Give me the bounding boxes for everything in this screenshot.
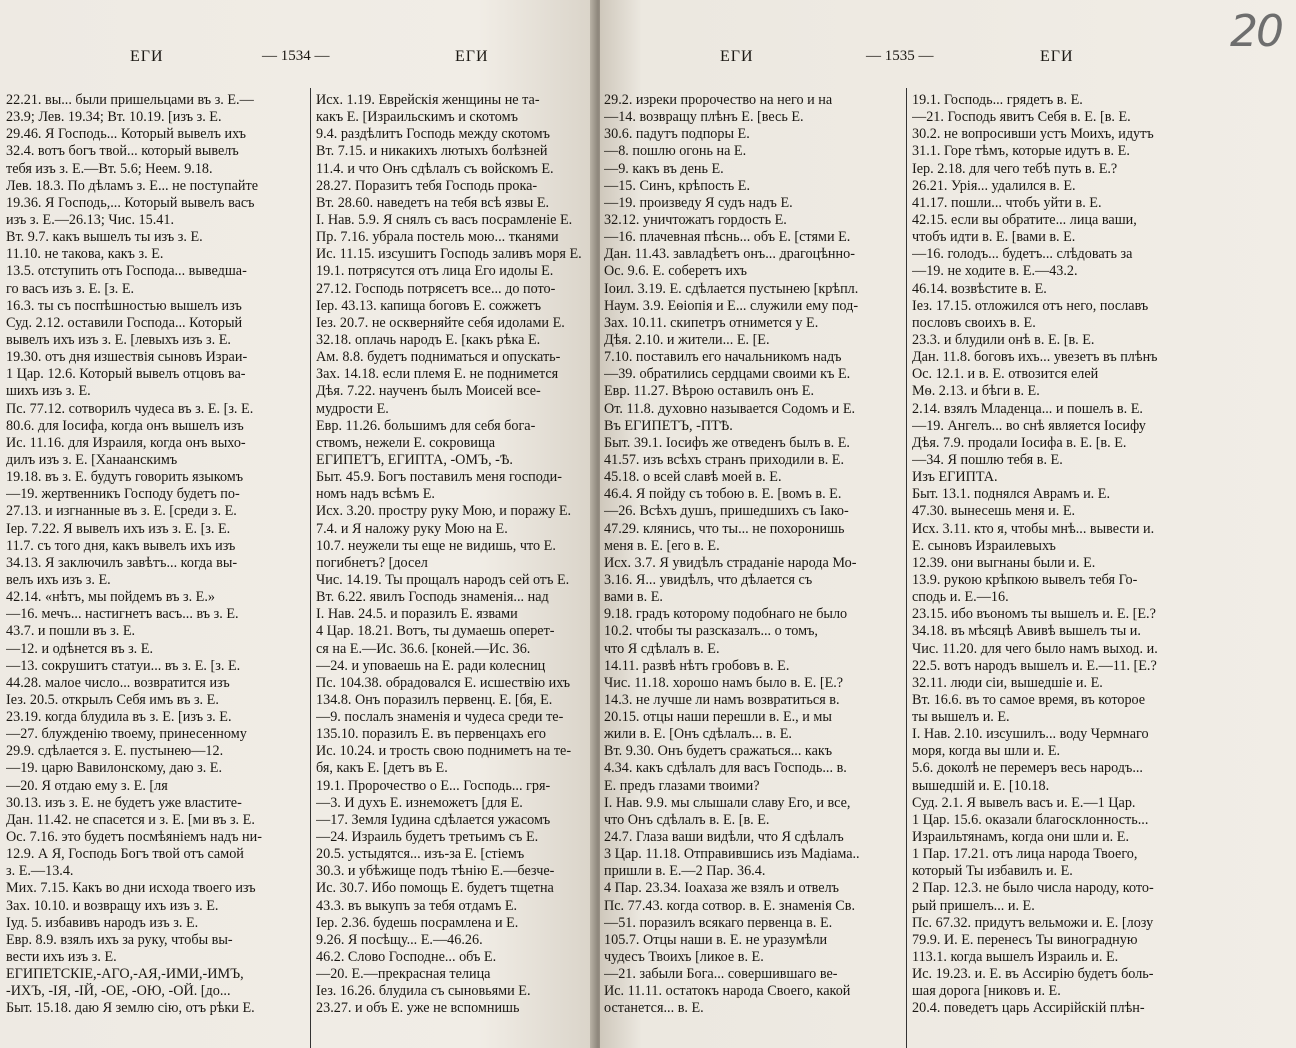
entry-line: —26. Всѣхъ душъ, пришедшихъ съ Іако- — [604, 503, 849, 520]
entry-line: —20. Я отдаю ему з. Е. [ля — [6, 777, 168, 794]
entry-line: ся на Е.—Ис. 36.6. [коней.—Ис. 36. — [316, 640, 531, 657]
left-header-right: ЕГИ — [455, 48, 489, 65]
entry-line: 44.28. малое число... возвратится изъ — [6, 674, 230, 691]
entry-line: 113.1. когда вышелъ Израиль и. Е. — [912, 949, 1119, 966]
entry-line: 20.4. поведетъ царь Ассирійскій плѣн- — [912, 1000, 1145, 1017]
entry-line: 46.4. Я пойду съ тобою в. Е. [вомъ в. Е. — [604, 486, 842, 503]
entry-line: Е. сыновъ Израилевыхъ — [912, 537, 1056, 554]
entry-line: Ос. 7.16. это будетъ посмѣяніемъ надъ ни- — [6, 829, 262, 846]
entry-line: 9.26. Я посѣщу... Е.—46.26. — [316, 931, 483, 948]
entry-line: 9.4. раздѣлитъ Господь между скотомъ — [316, 126, 550, 143]
entry-line: моря, когда вы шли и. Е. — [912, 743, 1061, 760]
entry-line: Ос. 12.1. и в. Е. отвозится елей — [912, 366, 1099, 383]
entry-line: Ис. 11.16. для Израиля, когда онъ выхо- — [6, 434, 246, 451]
entry-line: Израильтянамъ, когда они шли и. Е. — [912, 829, 1129, 846]
entry-line: Суд. 2.12. оставили Господа... Который — [6, 314, 243, 331]
entry-line: Дѣя. 2.10. и жители... Е. [Е. — [604, 331, 770, 348]
right-page-number: — 1535 — — [866, 48, 934, 64]
entry-line: Дѣя. 7.9. продали Іосифа в. Е. [в. Е. — [912, 434, 1127, 451]
entry-line: Быт. 39.1. Іосифъ же отведенъ былъ в. Е. — [604, 434, 850, 451]
entry-line: Дан. 11.42. не спасется и з. Е. [ми въ з. Е. — [6, 811, 255, 828]
entry-line: чтобъ идти в. Е. [вами в. Е. — [912, 229, 1076, 246]
entry-line: —19. жертвенникъ Господу будетъ по- — [6, 486, 240, 503]
entry-line: 23.15. ибо въономъ ты вышелъ и. Е. [Е.? — [912, 606, 1156, 623]
entry-line: —51. поразилъ всякаго первенца в. Е. — [604, 914, 833, 931]
right-column-2 — [912, 92, 1208, 1018]
entry-line: бя, какъ Е. [детъ въ Е. — [316, 760, 448, 777]
entry-line: 32.12. уничтожатъ гордость Е. — [604, 211, 787, 228]
entry-line: 42.14. «нѣтъ, мы пойдемъ въ з. Е.» — [6, 589, 215, 606]
entry-line: —19. Ангелъ... во снѣ является Іосифу — [912, 417, 1146, 434]
entry-line: 32.18. оплачь народъ Е. [какъ рѣка Е. — [316, 331, 541, 348]
entry-line: —16. плачевная пѣснь... объ Е. [стями Е. — [604, 229, 851, 246]
entry-line: ЕГИПЕТСКІЕ,-АГО,-АЯ,-ИМИ,-ИМЪ, — [6, 966, 244, 983]
right-column-divider — [906, 88, 907, 1048]
entry-line: —20. Е.—прекрасная телица — [316, 966, 491, 983]
entry-line: —15. Синъ, крѣпость Е. — [604, 177, 751, 194]
entry-line: Быт. 13.1. поднялся Аврамъ и. Е. — [912, 486, 1110, 503]
entry-line: дилъ изъ з. Е. [Ханаанскимъ — [6, 451, 178, 468]
entry-line: 29.9. сдѣлается з. Е. пустынею—12. — [6, 743, 224, 760]
entry-line: —16. голодъ... будетъ... слѣдовать за — [912, 246, 1133, 263]
entry-line: 22.5. вотъ народъ вышелъ и. Е.—11. [Е.? — [912, 657, 1157, 674]
left-page — [0, 0, 598, 1048]
entry-line: ты вышелъ и. Е. — [912, 709, 1010, 726]
entry-line: 19.30. отъ дня изшествія сыновъ Израи- — [6, 349, 248, 366]
entry-line: Мих. 7.15. Какъ во дни исхода твоего изъ — [6, 880, 256, 897]
entry-line: Іез. 20.5. открылъ Себя имъ въ з. Е. — [6, 691, 219, 708]
entry-line: 19.1. Господь... грядетъ в. Е. — [912, 92, 1083, 108]
entry-line: —8. пошлю огонь на Е. — [604, 143, 747, 160]
entry-line: Исх. 3.7. Я увидѣлъ страданіе народа Мо- — [604, 554, 857, 571]
left-column-2 — [316, 92, 590, 1018]
entry-line: 23.3. и блудили онѣ в. Е. [в. Е. — [912, 331, 1095, 348]
entry-line: 2.14. взялъ Младенца... и пошелъ в. Е. — [912, 400, 1143, 417]
entry-line: 23.9; Лев. 19.34; Вт. 10.19. [изъ з. Е. — [6, 109, 222, 126]
entry-line: номъ надъ всѣмъ Е. — [316, 486, 435, 503]
entry-line: 30.6. падутъ подпоры Е. — [604, 126, 750, 143]
entry-line: -ИХЪ, -ІЯ, -ІЙ, -ОЕ, -ОЮ, -ОЙ. [до... — [6, 983, 231, 1000]
entry-line: 11.4. и что Онъ сдѣлалъ съ войскомъ Е. — [316, 160, 554, 177]
entry-line: 19.1. потрясутся отъ лица Его идолы Е. — [316, 263, 554, 280]
entry-line: І. Нав. 5.9. Я снялъ съ васъ посрамленіе Е. — [316, 211, 573, 228]
entry-line: І. Нав. 24.5. и поразилъ Е. язвами — [316, 606, 518, 623]
entry-line: меня в. Е. [его в. Е. — [604, 537, 720, 554]
entry-line: —34. Я пошлю тебя в. Е. — [912, 451, 1063, 468]
entry-line: Зах. 10.11. скипетръ отнимется у Е. — [604, 314, 819, 331]
entry-line: Вт. 9.7. какъ вышелъ ты изъ з. Е. — [6, 229, 203, 246]
left-column-1 — [6, 92, 306, 1018]
entry-line: —13. сокрушитъ статуи... въ з. Е. [з. Е. — [6, 657, 241, 674]
entry-line: 1 Пар. 17.21. отъ лица народа Твоего, — [912, 846, 1138, 863]
entry-line: 27.13. и изгнанные въ з. Е. [среди з. Е. — [6, 503, 237, 520]
entry-line: Въ ЕГИПЕТЪ, -ПТѢ. — [604, 417, 733, 434]
entry-line: 24.7. Глаза ваши видѣли, что Я сдѣлалъ — [604, 829, 844, 846]
entry-line: Іер. 2.36. будешь посрамлена и Е. — [316, 914, 519, 931]
entry-line: го васъ изъ з. Е. [з. Е. — [6, 280, 135, 297]
entry-line: Евр. 8.9. взялъ ихъ за руку, чтобы вы- — [6, 931, 233, 948]
entry-line: Ос. 9.6. Е. соберетъ ихъ — [604, 263, 747, 280]
entry-line: пришли в. Е.—2 Пар. 36.4. — [604, 863, 766, 880]
entry-line: 43.7. и пошли въ з. Е. — [6, 623, 136, 640]
entry-line: 46.14. возвѣстите в. Е. — [912, 280, 1047, 297]
entry-line: жили в. Е. [Онъ сдѣлалъ... в. Е. — [604, 726, 792, 743]
entry-line: ЕГИПЕТЪ, ЕГИПТА, -ОМЪ, -Ѣ. — [316, 451, 513, 468]
entry-line: Іер. 7.22. Я вывелъ ихъ изъ з. Е. [з. Е. — [6, 520, 231, 537]
entry-line: 31.1. Горе тѣмъ, которые идутъ в. Е. — [912, 143, 1130, 160]
entry-line: 20.15. отцы наши перешли в. Е., и мы — [604, 709, 832, 726]
entry-line: 19.36. Я Господь,... Который вывелъ васъ — [6, 194, 255, 211]
entry-line: что Онъ сдѣлалъ в. Е. [в. Е. — [604, 811, 770, 828]
entry-line: Дан. 11.43. завладѣетъ онъ... драгоцѣнно- — [604, 246, 855, 263]
entry-line: 4 Цар. 18.21. Вотъ, ты думаешь оперет- — [316, 623, 555, 640]
entry-line: 11.10. не такова, какъ з. Е. — [6, 246, 164, 263]
entry-line: Ис. 19.23. и. Е. въ Ассирію будетъ боль- — [912, 966, 1154, 983]
entry-line: —19. произведу Я судъ надъ Е. — [604, 194, 793, 211]
entry-line: 19.18. въ з. Е. будутъ говорить языкомъ — [6, 469, 244, 486]
entry-line: 7.10. поставилъ его начальникомъ надъ — [604, 349, 842, 366]
entry-line: —21. забыли Бога... совершившаго ве- — [604, 966, 838, 983]
right-column-1 — [604, 92, 902, 1018]
entry-line: От. 11.8. духовно называется Содомъ и Е. — [604, 400, 856, 417]
entry-line: 11.7. съ того дня, какъ вывелъ ихъ изъ — [6, 537, 236, 554]
entry-line: Дан. 11.8. боговъ ихъ... увезетъ въ плѣнъ — [912, 349, 1158, 366]
entry-line: 27.12. Господь потрясетъ все... до пото- — [316, 280, 556, 297]
entry-line: Іуд. 5. избавивъ народъ изъ з. Е. — [6, 914, 199, 931]
entry-line: 32.4. вотъ богъ твой... который вывелъ — [6, 143, 239, 160]
entry-line: Чис. 11.18. хорошо намъ было в. Е. [Е.? — [604, 674, 844, 691]
entry-line: —16. мечъ... настигнетъ васъ... въ з. Е. — [6, 606, 239, 623]
left-page-number: — 1534 — — [262, 48, 330, 64]
entry-line: Ис. 10.24. и трость свою подниметъ на те- — [316, 743, 572, 760]
entry-line: 28.27. Поразитъ тебя Господь прока- — [316, 177, 538, 194]
entry-line: 23.27. и объ Е. уже не вспомнишь — [316, 1000, 520, 1017]
entry-line: 47.29. клянись, что ты... не похоронишь — [604, 520, 845, 537]
entry-line: Исх. 3.11. кто я, чтобы мнѣ... вывести и. — [912, 520, 1155, 537]
entry-line: Исх. 3.20. простру руку Мою, и поражу Е. — [316, 503, 572, 520]
entry-line: —3. И духъ Е. изнеможетъ [для Е. — [316, 794, 523, 811]
entry-line: 9.18. градъ которому подобнаго не было — [604, 606, 848, 623]
entry-line: Пс. 77.12. сотворилъ чудеса въ з. Е. [з. Е. — [6, 400, 254, 417]
entry-line: 13.9. рукою крѣпкою вывелъ тебя Го- — [912, 571, 1138, 588]
entry-line: Лев. 18.3. По дѣламъ з. Е... не поступайте — [6, 177, 258, 194]
entry-line: 13.5. отступить отъ Господа... выведша- — [6, 263, 247, 280]
entry-line: —9. какъ въ день Е. — [604, 160, 724, 177]
entry-line: 12.9. А Я, Господь Богъ твой отъ самой — [6, 846, 244, 863]
entry-line: 29.2. изреки пророчество на него и на — [604, 92, 833, 108]
entry-line: —19. не ходите в. Е.—43.2. — [912, 263, 1078, 280]
entry-line: чудесъ Твоихъ [ликое в. Е. — [604, 949, 764, 966]
entry-line: который Ты избавилъ и. Е. — [912, 863, 1073, 880]
entry-line: Вт. 7.15. и никакихъ лютыхъ болѣзней — [316, 143, 548, 160]
entry-line: 10.2. чтобы ты разсказалъ... о томъ, — [604, 623, 818, 640]
left-column-divider — [310, 88, 311, 1048]
entry-line: —24. и уповаешь на Е. ради колесниц — [316, 657, 546, 674]
entry-line: Изъ ЕГИПТА. — [912, 469, 998, 486]
entry-line: Вт. 9.30. Онъ будетъ сражаться... какъ — [604, 743, 833, 760]
entry-line: з. Е.—13.4. — [6, 863, 74, 880]
entry-line: 1 Цар. 15.6. оказали благосклонность... — [912, 811, 1149, 828]
entry-line: Іоил. 3.19. Е. сдѣлается пустынею [крѣпл. — [604, 280, 859, 297]
entry-line: изъ з. Е.—26.13; Чис. 15.41. — [6, 211, 175, 228]
entry-line: сподь и. Е.—16. — [912, 589, 1009, 606]
entry-line: Наум. 3.9. Еѳіопія и Е... служили ему под- — [604, 297, 859, 314]
entry-line: 30.13. изъ з. Е. не будетъ уже властите- — [6, 794, 242, 811]
entry-line: 1 Цар. 12.6. Который вывелъ отцовъ ва- — [6, 366, 246, 383]
entry-line: Пс. 77.43. когда сотвор. в. Е. знаменія Св. — [604, 897, 856, 914]
entry-line: 3.16. Я... увидѣлъ, что дѣлается съ — [604, 571, 813, 588]
entry-line: Іез. 16.26. блудила съ сыновьями Е. — [316, 983, 531, 1000]
entry-line: Чис. 14.19. Ты прощалъ народъ сей отъ Е. — [316, 571, 570, 588]
entry-line: Быт. 45.9. Богъ поставилъ меня господи- — [316, 469, 562, 486]
entry-line: —17. Земля Іудина сдѣлается ужасомъ — [316, 811, 551, 828]
entry-line: рый пришелъ... и. Е. — [912, 897, 1035, 914]
entry-line: Е. предъ глазами твоими? — [604, 777, 760, 794]
entry-line: —12. и одѣнется въ з. Е. — [6, 640, 153, 657]
entry-line: —39. обратились сердцами своими къ Е. — [604, 366, 851, 383]
entry-line: Быт. 15.18. даю Я землю сію, отъ рѣки Е. — [6, 1000, 255, 1017]
entry-line: Пр. 7.16. убрала постель мою... тканями — [316, 229, 559, 246]
entry-line: Зах. 10.10. и возвращу ихъ изъ з. Е. — [6, 897, 219, 914]
entry-line: 23.19. когда блудила въ з. Е. [изъ з. Е. — [6, 709, 232, 726]
entry-line: 43.3. въ выкупъ за тебя отдамъ Е. — [316, 897, 518, 914]
entry-line: —27. блужденію твоему, принесенному — [6, 726, 247, 743]
entry-line: пословъ своихъ в. Е. — [912, 314, 1036, 331]
entry-line: вами в. Е. — [604, 589, 663, 606]
entry-line: Пс. 67.32. придутъ вельможи и. Е. [лозу — [912, 914, 1154, 931]
entry-line: 30.2. не вопросивши устъ Моихъ, идутъ — [912, 126, 1154, 143]
entry-line: Ис. 11.11. остатокъ народа Своего, какой — [604, 983, 851, 1000]
entry-line: 12.39. они выгнаны были и. Е. — [912, 554, 1096, 571]
entry-line: шая дорога [никовъ и. Е. — [912, 983, 1061, 1000]
entry-line: —24. Израиль будетъ третьимъ съ Е. — [316, 829, 539, 846]
entry-line: Пс. 104.38. обрадовался Е. исшествію ихъ — [316, 674, 571, 691]
entry-line: 30.3. и убѣжище подъ тѣнію Е.—безче- — [316, 863, 555, 880]
entry-line: 29.46. Я Господь... Который вывелъ ихъ — [6, 126, 247, 143]
entry-line: 19.1. Пророчество о Е... Господь... гря- — [316, 777, 551, 794]
entry-line: 7.4. и Я наложу руку Мою на Е. — [316, 520, 508, 537]
entry-line: —14. возвращу плѣнъ Е. [весь Е. — [604, 109, 804, 126]
entry-line: Вт. 16.6. въ то самое время, въ которое — [912, 691, 1146, 708]
entry-line: Вт. 28.60. наведетъ на тебя всѣ язвы Е. — [316, 194, 550, 211]
entry-line: какъ Е. [Израильскимъ и скотомъ — [316, 109, 518, 126]
entry-line: погибнетъ? [досел — [316, 554, 428, 571]
entry-line: 105.7. Отцы наши в. Е. не уразумѣли — [604, 931, 828, 948]
entry-line: Евр. 11.27. Вѣрою оставилъ онъ Е. — [604, 383, 814, 400]
entry-line: 4 Пар. 23.34. Іоахаза же взялъ и отвелъ — [604, 880, 839, 897]
entry-line: 14.11. развѣ нѣтъ гробовъ в. Е. — [604, 657, 790, 674]
entry-line: 5.6. доколѣ не перемеръ весь народъ... — [912, 760, 1143, 777]
right-header-left: ЕГИ — [720, 48, 754, 65]
entry-line: 16.3. ты съ поспѣшностью вышелъ изъ — [6, 297, 242, 314]
entry-line: 20.5. устыдятся... изъ-за Е. [стіемъ — [316, 846, 525, 863]
entry-line: І. Нав. 2.10. изсушилъ... воду Чермнаго — [912, 726, 1149, 743]
right-header-right: ЕГИ — [1040, 48, 1074, 65]
entry-line: 3 Цар. 11.18. Отправившись изъ Мадіама.. — [604, 846, 860, 863]
entry-line: 32.11. люди сіи, вышедшіе и. Е. — [912, 674, 1103, 691]
entry-line: 42.15. если вы обратите... лица ваши, — [912, 211, 1137, 228]
entry-line: Іер. 2.18. для чего тебѣ путь в. Е.? — [912, 160, 1118, 177]
entry-line: 22.21. вы... были пришельцами въ з. Е.— — [6, 92, 254, 108]
entry-line: 134.8. Онъ поразилъ первенц. Е. [бя, Е. — [316, 691, 553, 708]
handwritten-page-number: 20 — [1230, 6, 1282, 57]
entry-line: 14.3. не лучше ли намъ возвратиться в. — [604, 691, 840, 708]
entry-line: 34.18. въ мѣсяцѣ Авивѣ вышелъ ты и. — [912, 623, 1141, 640]
entry-line: 80.6. для Іосифа, когда онъ вышелъ изъ — [6, 417, 244, 434]
entry-line: 41.57. изъ всѣхъ странъ приходили в. Е. — [604, 451, 844, 468]
entry-line: Ис. 30.7. Ибо помощь Е. будетъ тщетна — [316, 880, 554, 897]
entry-line: Евр. 11.26. большимъ для себя бога- — [316, 417, 536, 434]
entry-line: Іез. 20.7. не оскверняйте себя идолами Е. — [316, 314, 565, 331]
entry-line: Іез. 17.15. отложился отъ него, пославъ — [912, 297, 1149, 314]
entry-line: останется... в. Е. — [604, 1000, 704, 1017]
entry-line: Ам. 8.8. будетъ подниматься и опускать- — [316, 349, 561, 366]
entry-line: 26.21. Урія... удалился в. Е. — [912, 177, 1076, 194]
entry-line: 46.2. Слово Господне... объ Е. — [316, 949, 497, 966]
entry-line: 47.30. вынесешь меня и. Е. — [912, 503, 1076, 520]
entry-line: Вт. 6.22. явилъ Господь знаменія... над — [316, 589, 549, 606]
entry-line: 79.9. И. Е. перенесъ Ты виноградную — [912, 931, 1138, 948]
entry-line: тебя изъ з. Е.—Вт. 5.6; Неем. 9.18. — [6, 160, 213, 177]
entry-line: что Я сдѣлалъ в. Е. — [604, 640, 720, 657]
entry-line: велъ ихъ изъ з. Е. — [6, 571, 111, 588]
left-header-left: ЕГИ — [130, 48, 164, 65]
entry-line: Исх. 1.19. Еврейскія женщины не та- — [316, 92, 540, 108]
entry-line: 135.10. поразилъ Е. въ первенцахъ его — [316, 726, 547, 743]
entry-line: вывелъ ихъ изъ з. Е. [левыхъ изъ з. Е. — [6, 331, 231, 348]
entry-line: 45.18. о всей славѣ моей в. Е. — [604, 469, 782, 486]
entry-line: Ис. 11.15. изсушитъ Господь заливъ моря Е. — [316, 246, 582, 263]
entry-line: Дѣя. 7.22. наученъ былъ Моисей все- — [316, 383, 541, 400]
entry-line: —9. послалъ знаменія и чудеса среди те- — [316, 709, 564, 726]
entry-line: Чис. 11.20. для чего было намъ выход. и. — [912, 640, 1158, 657]
entry-line: ствомъ, нежели Е. сокровища — [316, 434, 496, 451]
entry-line: Суд. 2.1. Я вывелъ васъ и. Е.—1 Цар. — [912, 794, 1136, 811]
entry-line: шихъ изъ з. Е. — [6, 383, 91, 400]
entry-line: 41.17. пошли... чтобъ уйти в. Е. — [912, 194, 1102, 211]
entry-line: Іер. 43.13. капища боговъ Е. сожжетъ — [316, 297, 542, 314]
entry-line: вести ихъ изъ з. Е. — [6, 949, 117, 966]
entry-line: 34.13. Я заключилъ завѣтъ... когда вы- — [6, 554, 238, 571]
entry-line: І. Нав. 9.9. мы слышали славу Его, и все, — [604, 794, 851, 811]
entry-line: 4.34. какъ сдѣлалъ для васъ Господь... в. — [604, 760, 847, 777]
entry-line: —19. царю Вавилонскому, даю з. Е. — [6, 760, 223, 777]
entry-line: мудрости Е. — [316, 400, 389, 417]
entry-line: вышедшій и. Е. [10.18. — [912, 777, 1050, 794]
entry-line: Зах. 14.18. если племя Е. не поднимется — [316, 366, 559, 383]
entry-line: Мѳ. 2.13. и бѣги в. Е. — [912, 383, 1040, 400]
entry-line: 2 Пар. 12.3. не было числа народу, кото- — [912, 880, 1154, 897]
entry-line: 10.7. неужели ты еще не видишь, что Е. — [316, 537, 556, 554]
right-page — [600, 0, 1296, 1048]
entry-line: —21. Господь явитъ Себя в. Е. [в. Е. — [912, 109, 1131, 126]
